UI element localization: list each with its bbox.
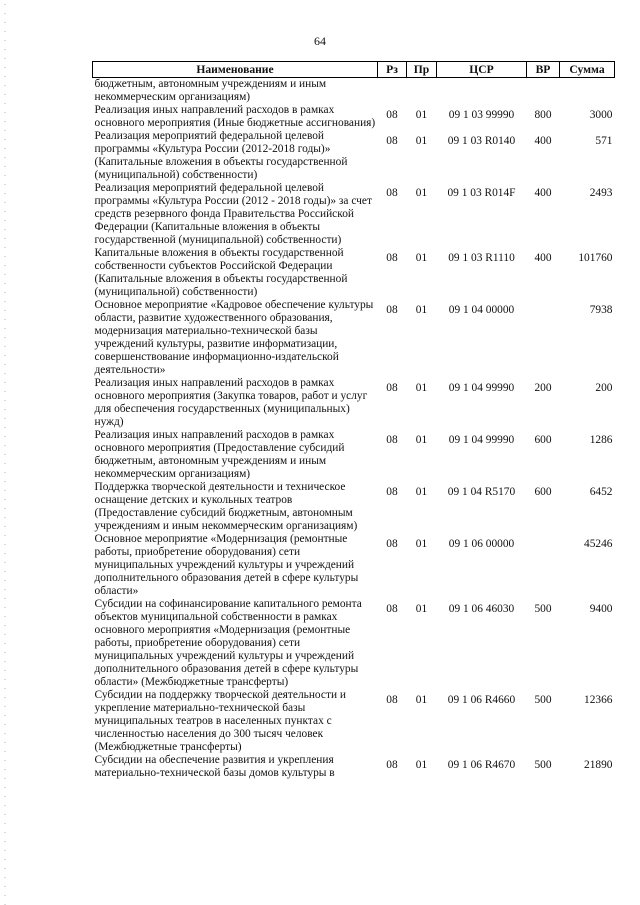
rz-cell [378, 78, 407, 105]
vr-cell: 400 [534, 252, 552, 264]
header-vr: ВР [527, 62, 560, 78]
rz-cell: 08 [386, 603, 398, 615]
sum-cell [560, 78, 615, 105]
table-row [93, 533, 615, 598]
vr-cell: 500 [534, 759, 552, 771]
rz-cell: 08 [386, 382, 398, 394]
header-pr: Пр [407, 62, 437, 78]
vr-cell: 500 [534, 603, 552, 615]
vr-cell: 800 [534, 109, 552, 121]
pr-cell: 01 [415, 486, 428, 498]
vr-cell [527, 533, 560, 598]
table-row [93, 247, 615, 299]
name-cell: Поддержка творческой деятельности и техническое оснащение детских и кукольных театров (Предоставление субсидий бюджетным, автономным учреждениям и иным некоммерческим организациям) [94, 481, 358, 532]
sum-cell: 571 [595, 135, 613, 147]
table-row [93, 299, 615, 377]
budget-table [92, 61, 615, 780]
csr-cell [437, 78, 527, 105]
scan-edge-artifact [4, 0, 6, 905]
pr-cell: 01 [415, 187, 428, 199]
pr-cell: 01 [415, 434, 428, 446]
table-row [93, 104, 615, 130]
pr-cell: 01 [415, 759, 428, 771]
header-csr: ЦСР [437, 62, 527, 78]
rz-cell: 08 [386, 252, 398, 264]
name-cell: Капитальные вложения в объекты государственной собственности субъектов Российской Федерации (Капитальные вложения в объекты государственной (муниципальной) собственности) [94, 247, 348, 298]
rz-cell: 08 [386, 694, 398, 706]
sum-cell: 200 [595, 382, 613, 394]
name-cell: Реализация мероприятий федеральной целевой программы «Культура России (2012 - 2018 годы)» за счет средств резервного фонда Правительства Российской Федерации (Капитальные вложения в объекты государственной (муниципальной) собственности) [94, 182, 372, 246]
pr-cell: 01 [415, 382, 428, 394]
vr-cell: 400 [534, 135, 552, 147]
sum-cell: 1286 [589, 434, 613, 446]
name-cell: Основное мероприятие «Модернизация (ремонтные работы, приобретение оборудования) сети муниципальных учреждений культуры и учреждений дополнительного образования детей в сфере культуры области» [94, 533, 359, 597]
sum-cell: 101760 [578, 252, 613, 264]
pr-cell: 01 [415, 603, 428, 615]
table-row [93, 429, 615, 481]
csr-cell: 09 1 06 46030 [448, 603, 515, 615]
table-row [93, 182, 615, 247]
table-row [93, 130, 615, 182]
rz-cell: 08 [386, 434, 398, 446]
sum-cell: 7938 [589, 304, 613, 316]
pr-cell: 01 [415, 135, 428, 147]
pr-cell: 01 [415, 252, 428, 264]
rz-cell: 08 [386, 187, 398, 199]
vr-cell [527, 78, 560, 105]
pr-cell: 01 [415, 109, 428, 121]
vr-cell: 600 [534, 434, 552, 446]
sum-cell: 12366 [584, 694, 613, 706]
csr-cell: 09 1 06 00000 [448, 538, 515, 550]
sum-cell: 2493 [589, 187, 613, 199]
pr-cell [407, 78, 437, 105]
csr-cell: 09 1 06 R4670 [447, 759, 516, 771]
name-cell: Реализация иных направлений расходов в рамках основного мероприятия (Иные бюджетные ассигнования) [94, 104, 376, 129]
sum-cell: 21890 [584, 759, 613, 771]
table-row [93, 598, 615, 689]
table-header-row [93, 62, 615, 78]
vr-cell: 500 [534, 694, 552, 706]
table-row [93, 689, 615, 754]
sum-cell: 45246 [584, 538, 613, 550]
table-row [93, 78, 615, 105]
header-rz: Рз [378, 62, 407, 78]
rz-cell: 08 [386, 109, 398, 121]
sum-cell: 3000 [589, 109, 613, 121]
name-cell: Реализация иных направлений расходов в рамках основного мероприятия (Предоставление субсидий бюджетным, автономным учреждениям и иным некоммерческим организациям) [94, 429, 345, 480]
csr-cell: 09 1 03 R0140 [447, 135, 516, 147]
csr-cell: 09 1 03 99990 [448, 109, 515, 121]
pr-cell: 01 [415, 538, 428, 550]
vr-cell: 200 [534, 382, 552, 394]
sum-cell: 9400 [589, 603, 613, 615]
pr-cell: 01 [415, 694, 428, 706]
name-cell: Субсидии на поддержку творческой деятельности и укрепление материально-технической базы муниципальных театров в населенных пунктах с численностью населения до 300 тысяч человек (Межбюджетные трансферты) [94, 689, 346, 753]
rz-cell: 08 [386, 538, 398, 550]
rz-cell: 08 [386, 486, 398, 498]
page-number: 64 [314, 34, 326, 48]
rz-cell: 08 [386, 135, 398, 147]
vr-cell [527, 299, 560, 377]
name-cell: Реализация мероприятий федеральной целевой программы «Культура России (2012-2018 годы)» (Капитальные вложения в объекты государственной (муниципальной) собственности) [94, 130, 348, 181]
csr-cell: 09 1 04 R5170 [447, 486, 516, 498]
rz-cell: 08 [386, 759, 398, 771]
table-row [93, 481, 615, 533]
sum-cell: 6452 [589, 486, 613, 498]
name-cell: Субсидии на обеспечение развития и укрепления материально-технической базы домов культуры в [94, 754, 335, 779]
csr-cell: 09 1 04 99990 [448, 382, 515, 394]
csr-cell: 09 1 06 R4660 [447, 694, 516, 706]
csr-cell: 09 1 04 00000 [448, 304, 515, 316]
name-cell: Реализация иных направлений расходов в рамках основного мероприятия (Закупка товаров, работ и услуг для обеспечения государственных (муниципальных) нужд) [94, 377, 368, 428]
csr-cell: 09 1 03 R1110 [448, 252, 515, 264]
table-body [93, 78, 615, 781]
name-cell: Субсидии на софинансирование капитального ремонта объектов муниципальной собственности в рамках основного мероприятия «Модернизация (ремонтные работы, приобретение оборудования) сети муниципальных учреждений культуры и учреждений дополнительного образования детей в сфере культуры области» (Межбюджетные трансферты) [94, 598, 362, 688]
header-name: Наименование [93, 62, 378, 78]
name-cell: Основное мероприятие «Кадровое обеспечение культуры области, развитие художественного образования, модернизация материально-технической базы учреждений культуры, развитие информатизации, совершенствование информационно-издательской деятельности» [94, 299, 374, 376]
csr-cell: 09 1 03 R014F [447, 187, 516, 199]
table-row [93, 377, 615, 429]
rz-cell: 08 [386, 304, 398, 316]
table-row [93, 754, 615, 780]
name-cell: бюджетным, автономным учреждениям и иным некоммерческим организациям) [94, 78, 327, 103]
pr-cell: 01 [415, 304, 428, 316]
vr-cell: 600 [534, 486, 552, 498]
header-sum: Сумма [560, 62, 615, 78]
csr-cell: 09 1 04 99990 [448, 434, 515, 446]
vr-cell: 400 [534, 187, 552, 199]
